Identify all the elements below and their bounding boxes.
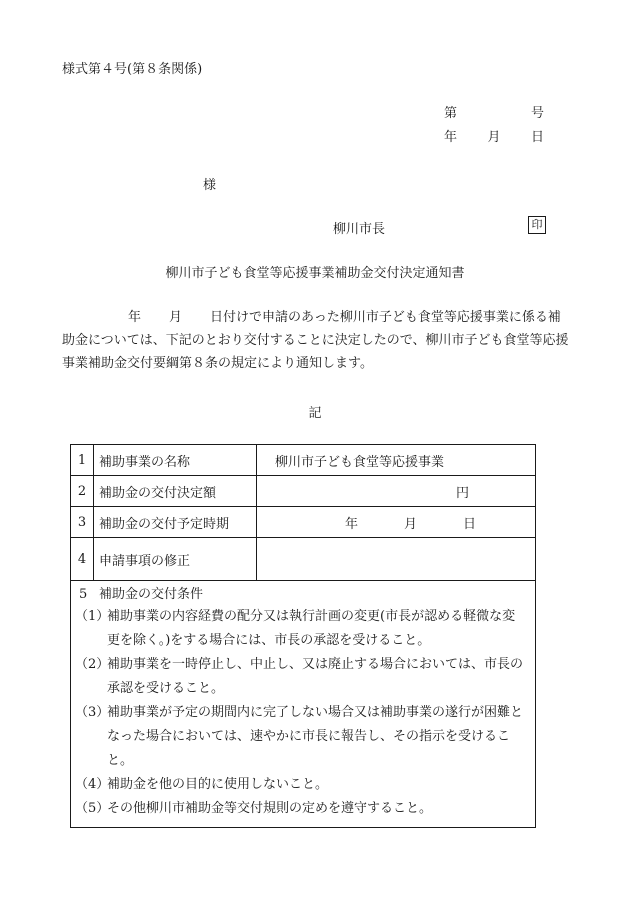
condition-mark: （1） [75, 609, 110, 624]
schedule-month: 月 [404, 516, 418, 532]
schedule-day: 日 [463, 516, 477, 532]
date-month: 月 [487, 130, 501, 145]
body-year: 年 [128, 310, 142, 325]
condition-item [75, 701, 527, 773]
row-item: 補助事業の名称 [94, 445, 257, 476]
date-year: 年 [444, 130, 458, 145]
recipient-honorific: 様 [203, 178, 217, 193]
seal-mark: 印 [528, 216, 546, 234]
condition-text: 補助事業が予定の期間内に完了しない場合又は補助事業の遂行が困難となった場合においては、速やかに市長に報告し、その指示を受けること。 [107, 705, 524, 768]
condition-item [75, 653, 527, 701]
row-item: 申請事項の修正 [94, 538, 257, 581]
conditions-heading [79, 585, 527, 605]
conditions-row [71, 581, 536, 828]
number-prefix: 第 [444, 106, 458, 121]
table-row [71, 445, 536, 476]
row-item: 補助金の交付予定時期 [94, 507, 257, 538]
document-date [444, 126, 544, 145]
amendment-value [257, 538, 536, 581]
body-text: 日付けで申請のあった柳川市子ども食堂等応援事業に係る補助金については、下記のとおり交付することに決定したので、柳川市子ども食堂等応援事業補助金交付要綱第８条の規定により通知します。 [62, 310, 569, 371]
condition-text: 補助金を他の目的に使用しないこと。 [107, 777, 329, 792]
issuer-name: 柳川市長 [333, 222, 386, 237]
table-row [71, 476, 536, 507]
condition-mark: （2） [75, 657, 110, 672]
conditions-cell [71, 581, 536, 828]
condition-mark: （5） [75, 801, 110, 816]
table-row [71, 507, 536, 538]
body-paragraph [62, 306, 570, 375]
schedule-date [257, 507, 536, 538]
condition-mark: （3） [75, 705, 110, 720]
condition-text: 補助事業を一時停止し、中止し、又は廃止する場合においては、市長の承認を受けること。 [107, 657, 524, 696]
row-number: 2 [71, 476, 94, 507]
date-day: 日 [530, 130, 544, 145]
document-title: 柳川市子ども食堂等応援事業補助金交付決定通知書 [165, 266, 465, 281]
conditions-number: 5 [79, 587, 88, 602]
row-item: 補助金の交付決定額 [94, 476, 257, 507]
amount-value: 円 [257, 476, 536, 507]
details-table [70, 444, 536, 828]
row-number: 1 [71, 445, 94, 476]
condition-item [75, 797, 527, 821]
row-number: 4 [71, 538, 94, 581]
conditions-title: 補助金の交付条件 [99, 587, 204, 602]
ki-heading: 記 [308, 406, 322, 421]
document-number [444, 102, 544, 121]
condition-text: 補助事業の内容経費の配分又は執行計画の変更(市長が認める軽微な変更を除く。)をする場合には、市長の承認を受けること。 [107, 609, 516, 648]
condition-mark: （4） [75, 777, 110, 792]
row-number: 3 [71, 507, 94, 538]
project-name-value: 柳川市子ども食堂等応援事業 [257, 445, 536, 476]
condition-text: その他柳川市補助金等交付規則の定めを遵守すること。 [107, 801, 433, 816]
table-row [71, 538, 536, 581]
schedule-year: 年 [345, 516, 359, 532]
number-suffix: 号 [530, 106, 544, 121]
body-month: 月 [169, 310, 183, 325]
condition-item [75, 605, 527, 653]
form-label: 様式第４号(第８条関係) [62, 62, 203, 77]
condition-item [75, 773, 527, 797]
